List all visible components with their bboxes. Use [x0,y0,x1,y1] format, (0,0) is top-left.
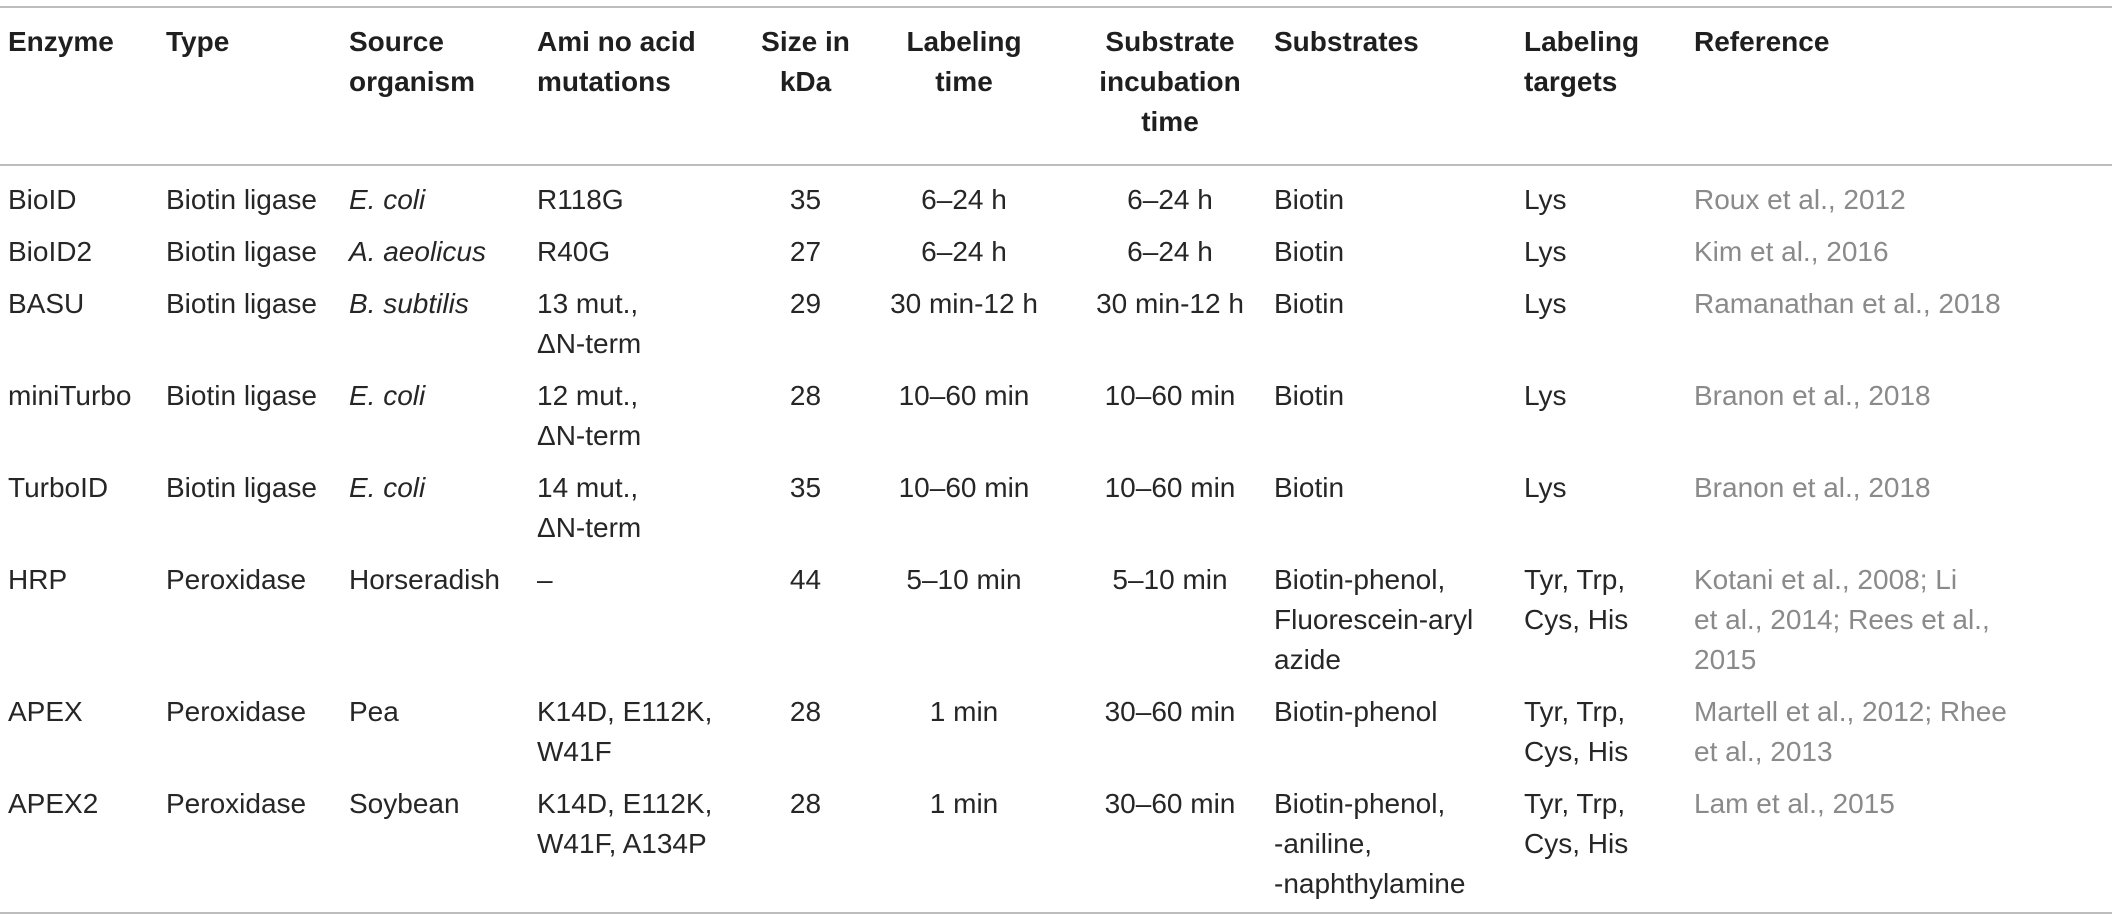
cell-source: Soybean [349,788,460,819]
cell-labeling-time: 5–10 min [906,564,1022,595]
cell-source: E. coli [349,472,426,503]
cell-size: 35 [789,184,822,215]
cell-enzyme: APEX [8,696,83,727]
cell-enzyme: BASU [8,288,85,319]
header-size: Size in kDa [761,26,850,97]
cell-labeling-time: 6–24 h [921,236,1007,267]
header-enzyme: Enzyme [8,26,114,57]
cell-enzyme: BioID [8,184,77,215]
header-labeling-time: Labeling time [906,26,1022,97]
cell-targets: Lys [1524,236,1567,267]
cell-labeling-time: 1 min [929,696,999,727]
cell-size: 29 [789,288,822,319]
cell-enzyme: APEX2 [8,788,99,819]
cell-reference: Branon et al., 2018 [1694,472,1931,503]
cell-reference: Kim et al., 2016 [1694,236,1889,267]
cell-substrates: Biotin-phenol, -aniline, -naphthylamine [1274,788,1466,899]
cell-substrates: Biotin-phenol [1274,696,1438,727]
enzyme-table [0,6,2112,914]
header-row [0,7,2112,165]
cell-reference: Kotani et al., 2008; Li et al., 2014; Rees et al., 2015 [1694,564,1990,675]
cell-mutations: K14D, E112K, W41F [537,696,713,767]
table-row [0,464,2112,556]
cell-enzyme: HRP [8,564,68,595]
cell-incubation-time: 6–24 h [1127,236,1213,267]
cell-type: Biotin ligase [166,472,317,503]
cell-mutations: – [537,564,553,595]
cell-targets: Tyr, Trp, Cys, His [1524,788,1629,859]
cell-incubation-time: 10–60 min [1104,380,1236,411]
table-header [0,7,2112,165]
cell-enzyme: BioID2 [8,236,93,267]
cell-source: B. subtilis [349,288,469,319]
cell-mutations: 12 mut., ΔN-term [537,380,642,451]
cell-targets: Tyr, Trp, Cys, His [1524,564,1629,635]
header-type: Type [166,26,230,57]
cell-targets: Lys [1524,472,1567,503]
header-reference: Reference [1694,26,1830,57]
cell-reference: Roux et al., 2012 [1694,184,1906,215]
cell-source: E. coli [349,380,426,411]
cell-type: Peroxidase [166,696,307,727]
cell-targets: Tyr, Trp, Cys, His [1524,696,1629,767]
table-row [0,280,2112,372]
cell-incubation-time: 6–24 h [1127,184,1213,215]
cell-targets: Lys [1524,288,1567,319]
cell-size: 28 [789,696,822,727]
cell-mutations: 14 mut., ΔN-term [537,472,642,543]
cell-incubation-time: 30–60 min [1104,696,1236,727]
cell-size: 27 [789,236,822,267]
cell-source: A. aeolicus [349,236,486,267]
cell-type: Biotin ligase [166,288,317,319]
cell-size: 44 [789,564,822,595]
header-source-organism: Source organism [349,26,476,97]
header-labeling-targets: Labeling targets [1524,26,1640,97]
cell-incubation-time: 5–10 min [1112,564,1228,595]
cell-incubation-time: 30 min-12 h [1096,288,1244,319]
cell-incubation-time: 30–60 min [1104,788,1236,819]
cell-mutations: K14D, E112K, W41F, A134P [537,788,713,859]
cell-labeling-time: 10–60 min [898,472,1030,503]
cell-mutations: 13 mut., ΔN-term [537,288,642,359]
cell-source: E. coli [349,184,426,215]
cell-type: Biotin ligase [166,380,317,411]
header-incubation-time: Substrate incubation time [1099,26,1241,137]
cell-substrates: Biotin-phenol, Fluorescein-aryl azide [1274,564,1474,675]
table-row [0,165,2112,228]
table-row [0,228,2112,280]
table-row [0,780,2112,913]
cell-incubation-time: 10–60 min [1104,472,1236,503]
cell-substrates: Biotin [1274,236,1345,267]
cell-substrates: Biotin [1274,288,1345,319]
table-body [0,165,2112,913]
header-mutations: Ami no acid mutations [537,26,696,97]
cell-substrates: Biotin [1274,380,1345,411]
cell-reference: Ramanathan et al., 2018 [1694,288,2001,319]
cell-type: Biotin ligase [166,236,317,267]
cell-reference: Martell et al., 2012; Rhee et al., 2013 [1694,696,2007,767]
table-row [0,556,2112,688]
cell-size: 35 [789,472,822,503]
cell-labeling-time: 1 min [929,788,999,819]
cell-enzyme: TurboID [8,472,109,503]
cell-labeling-time: 30 min-12 h [890,288,1038,319]
cell-targets: Lys [1524,380,1567,411]
cell-source: Horseradish [349,564,500,595]
cell-type: Peroxidase [166,788,307,819]
cell-mutations: R118G [537,184,624,215]
cell-type: Peroxidase [166,564,307,595]
cell-reference: Lam et al., 2015 [1694,788,1895,819]
table-row [0,688,2112,780]
cell-size: 28 [789,380,822,411]
cell-reference: Branon et al., 2018 [1694,380,1931,411]
table-row [0,372,2112,464]
cell-source: Pea [349,696,399,727]
cell-substrates: Biotin [1274,472,1345,503]
cell-labeling-time: 10–60 min [898,380,1030,411]
cell-size: 28 [789,788,822,819]
header-substrates: Substrates [1274,26,1419,57]
cell-mutations: R40G [537,236,611,267]
cell-substrates: Biotin [1274,184,1345,215]
cell-enzyme: miniTurbo [8,380,132,411]
cell-targets: Lys [1524,184,1567,215]
cell-labeling-time: 6–24 h [921,184,1007,215]
cell-type: Biotin ligase [166,184,317,215]
